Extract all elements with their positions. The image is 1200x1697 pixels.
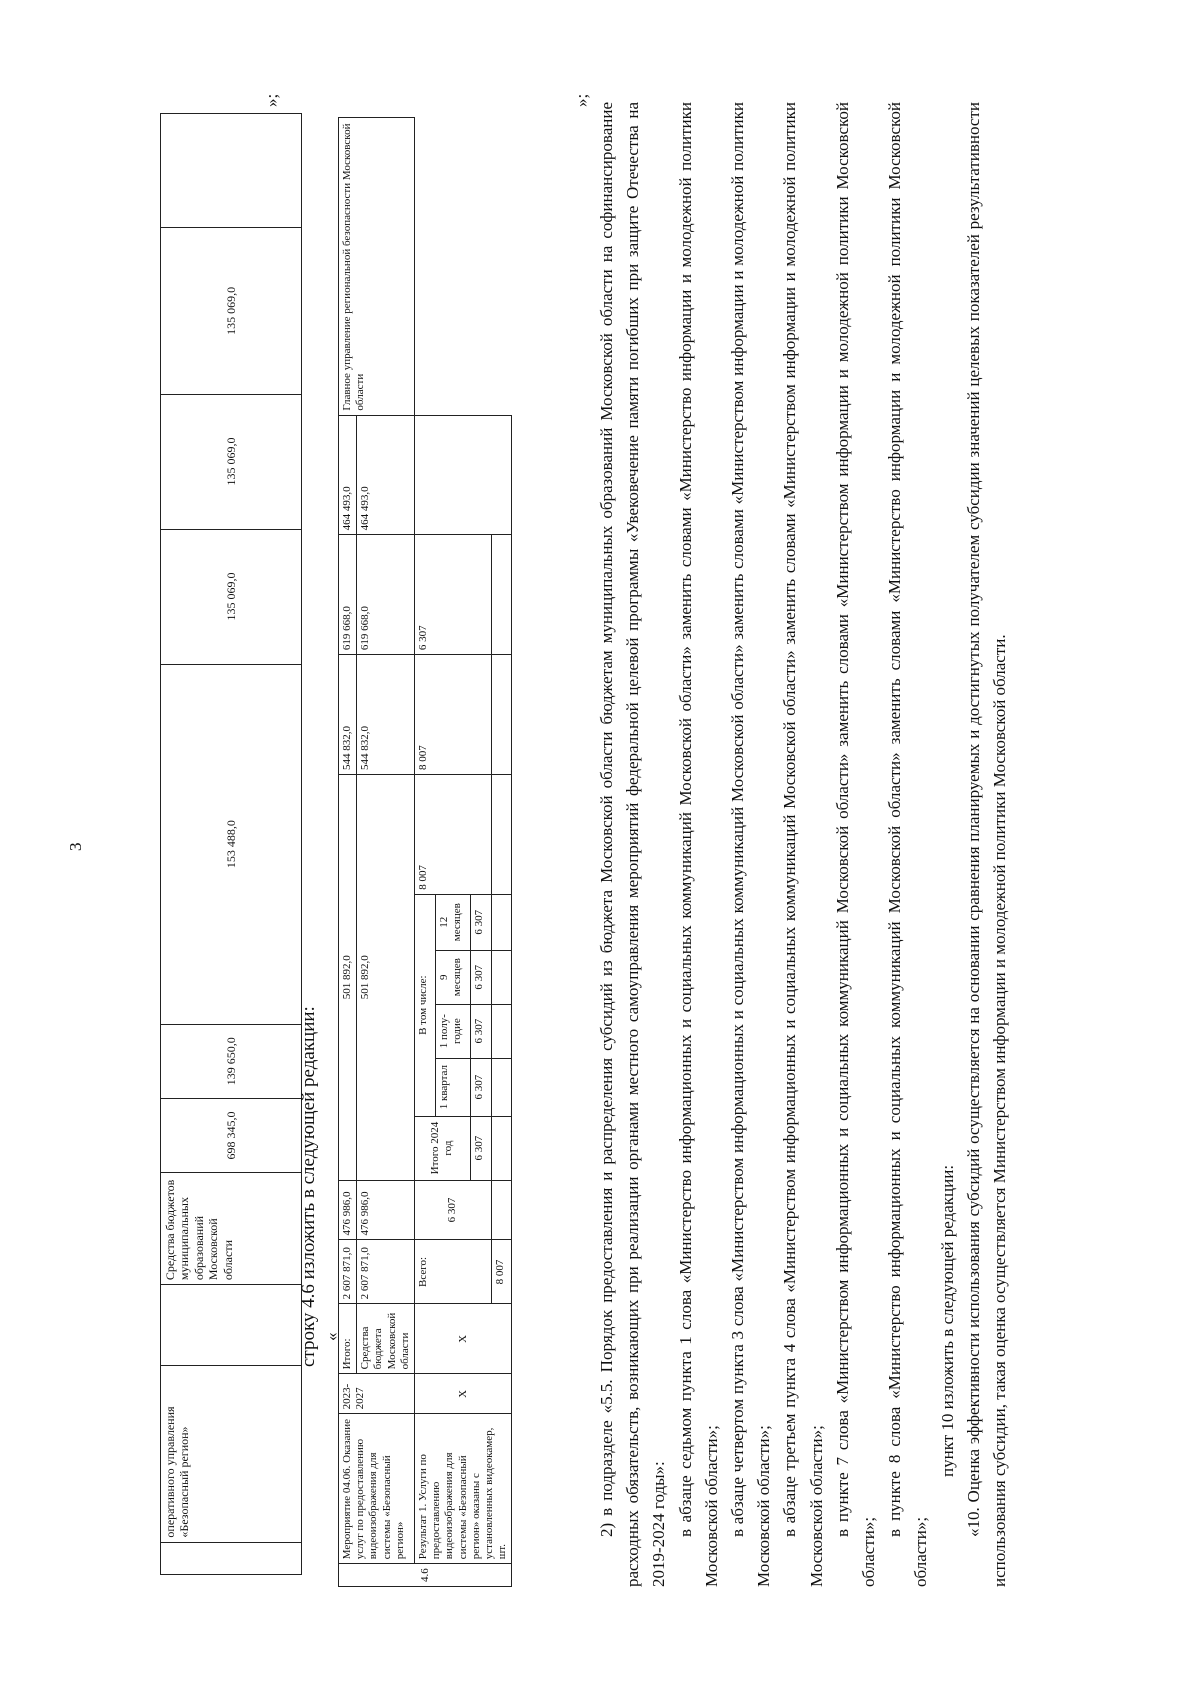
value-2027: 6 307 bbox=[414, 535, 491, 655]
blank-cell bbox=[491, 535, 512, 655]
source-2025: 544 832,0 bbox=[357, 655, 415, 775]
m12-label: 12 месяцев bbox=[435, 894, 471, 950]
blank-cell bbox=[491, 1180, 512, 1240]
itogo-2024-label: Итого 2024 год bbox=[414, 1116, 470, 1180]
q1-label: 1 квартал bbox=[435, 1058, 471, 1116]
total-label: Итого: bbox=[339, 1304, 357, 1374]
amendment-body bbox=[594, 102, 1013, 1587]
v-tom-chisle-label: В том числе: bbox=[414, 894, 435, 1116]
m9-label: 9 месяцев bbox=[435, 950, 471, 1004]
blank-cell bbox=[491, 1058, 512, 1116]
x-mark: Х bbox=[414, 1304, 511, 1374]
paragraph: в абзаце седьмом пункта 1 слова «Министерство информационных и социальных коммуникаций Московской области» заменить словами «Министерство информации и молодежной политики Московской области»; bbox=[675, 102, 721, 1587]
blank-cell bbox=[491, 774, 512, 894]
table-cell: 135 069,0 bbox=[161, 394, 302, 529]
total-2023: 476 986,0 bbox=[339, 1180, 357, 1240]
m9-value: 6 307 bbox=[471, 950, 492, 1004]
page-number: 3 bbox=[66, 842, 85, 851]
table-cell: оперативного управления «Безопасный регион» bbox=[161, 1365, 302, 1542]
paragraph: в абзаце четвертом пункта 3 слова «Министерством информационных и социальных коммуникаций Московской области» заменить словами «Министерством информации и молодежной политики Московской области»; bbox=[728, 102, 774, 1587]
table-cell: 135 069,0 bbox=[161, 228, 302, 394]
total-all: 2 607 871,0 bbox=[339, 1240, 357, 1304]
source-2024: 501 892,0 bbox=[357, 774, 415, 1180]
source-all: 2 607 871,0 bbox=[357, 1240, 415, 1304]
amendment-heading: строку 4.6 изложить в следующей редакции: bbox=[298, 1006, 319, 1367]
vsego-label: Всего: bbox=[414, 1240, 491, 1304]
value-2023: 6 307 bbox=[414, 1180, 491, 1240]
paragraph: 2) в подразделе «5.5. Порядок предоставления и распределения субсидий из бюджета Московской области бюджетам муниципальных образований Московской области на софинансирование расходных обязательств, возникающих при реализации органами местного самоуправления мероприятий федеральной целевой программы «Увековечение памяти погибших при защите Отечества на 2019-2024 годы»: bbox=[597, 102, 669, 1587]
paragraph: в абзаце третьем пункта 4 слова «Министерством информационных и социальных коммуникаций Московской области» заменить словами «Министерством информации и молодежной политики Московской области»; bbox=[780, 102, 826, 1587]
measure-name: Мероприятие 04.06. Оказание услуг по предоставлению видеоизображения для системы «Безопасный регион» bbox=[339, 1414, 415, 1564]
itogo-2024-value: 6 307 bbox=[471, 1116, 492, 1180]
paragraph: «10. Оценка эффективности использования субсидий осуществляется на основании сравнения планируемых и достигнутых получателем субсидии значений целевых показателей результативности использования субсидии, такая оценка осуществляется Министерством информации и молодежной политики Московской области. bbox=[963, 102, 1010, 1587]
closing-quote: »; bbox=[572, 93, 591, 107]
row-4-6-table bbox=[338, 117, 512, 1587]
source-2026: 619 668,0 bbox=[357, 535, 415, 655]
table-row bbox=[339, 118, 357, 1587]
row-number: 4.6 bbox=[339, 1564, 512, 1587]
blank-cell bbox=[414, 415, 511, 535]
closing-quote: »; bbox=[262, 93, 281, 107]
blank-cell bbox=[491, 1004, 512, 1058]
table-cell bbox=[161, 1542, 302, 1574]
x-mark: Х bbox=[414, 1374, 511, 1414]
table-cell: 139 650,0 bbox=[161, 1024, 302, 1098]
source-2023: 476 986,0 bbox=[357, 1180, 415, 1240]
paragraph: в пункте 8 слова «Министерство информационных и социальных коммуникаций Московской области» заменить словами «Министерство информации и молодежной политики Московской области»; bbox=[885, 102, 931, 1587]
table-cell: 698 345,0 bbox=[161, 1098, 302, 1172]
table-cell bbox=[161, 1285, 302, 1366]
blank-cell bbox=[491, 894, 512, 950]
total-2027: 464 493,0 bbox=[339, 415, 357, 535]
q1-value: 6 307 bbox=[471, 1058, 492, 1116]
vsego-value: 8 007 bbox=[491, 1240, 512, 1304]
total-2025: 544 832,0 bbox=[339, 655, 357, 775]
source-label: Средства бюджета Московской области bbox=[357, 1304, 415, 1374]
m12-value: 6 307 bbox=[471, 894, 492, 950]
paragraph: пункт 10 изложить в следующей редакции: bbox=[937, 1164, 957, 1477]
total-2026: 619 668,0 bbox=[339, 535, 357, 655]
table-cell bbox=[161, 114, 302, 228]
continuation-table bbox=[160, 113, 302, 1575]
blank-cell bbox=[491, 1116, 512, 1180]
responsible-body: Главное управление региональной безопасности Московской области bbox=[339, 118, 415, 416]
table-cell: 135 069,0 bbox=[161, 529, 302, 664]
total-2024: 501 892,0 bbox=[339, 774, 357, 1180]
h1-value: 6 307 bbox=[471, 1004, 492, 1058]
years-cell: 2023-2027 bbox=[339, 1374, 415, 1414]
table-cell: 153 488,0 bbox=[161, 664, 302, 1024]
value-2026: 8 007 bbox=[414, 655, 491, 775]
blank-cell bbox=[491, 655, 512, 775]
source-2027: 464 493,0 bbox=[357, 415, 415, 535]
paragraph: в пункте 7 слова «Министерством информационных и социальных коммуникаций Московской области» заменить словами «Министерством информации и молодежной политики Московской области»; bbox=[832, 102, 879, 1587]
table-row bbox=[414, 118, 435, 1587]
blank-cell bbox=[491, 950, 512, 1004]
value-2025: 8 007 bbox=[414, 774, 491, 894]
h1-label: 1 полу-годие bbox=[435, 1004, 471, 1058]
table-row bbox=[161, 114, 302, 1575]
opening-quote: « bbox=[322, 1332, 341, 1341]
result-label: Результат 1. Услуги по предоставлению видеоизображения для системы «Безопасный регион» оказаны с установленных видеокамер, шт. bbox=[414, 1414, 511, 1564]
table-cell: Средства бюджетов муниципальных образований Московской области bbox=[161, 1173, 302, 1285]
